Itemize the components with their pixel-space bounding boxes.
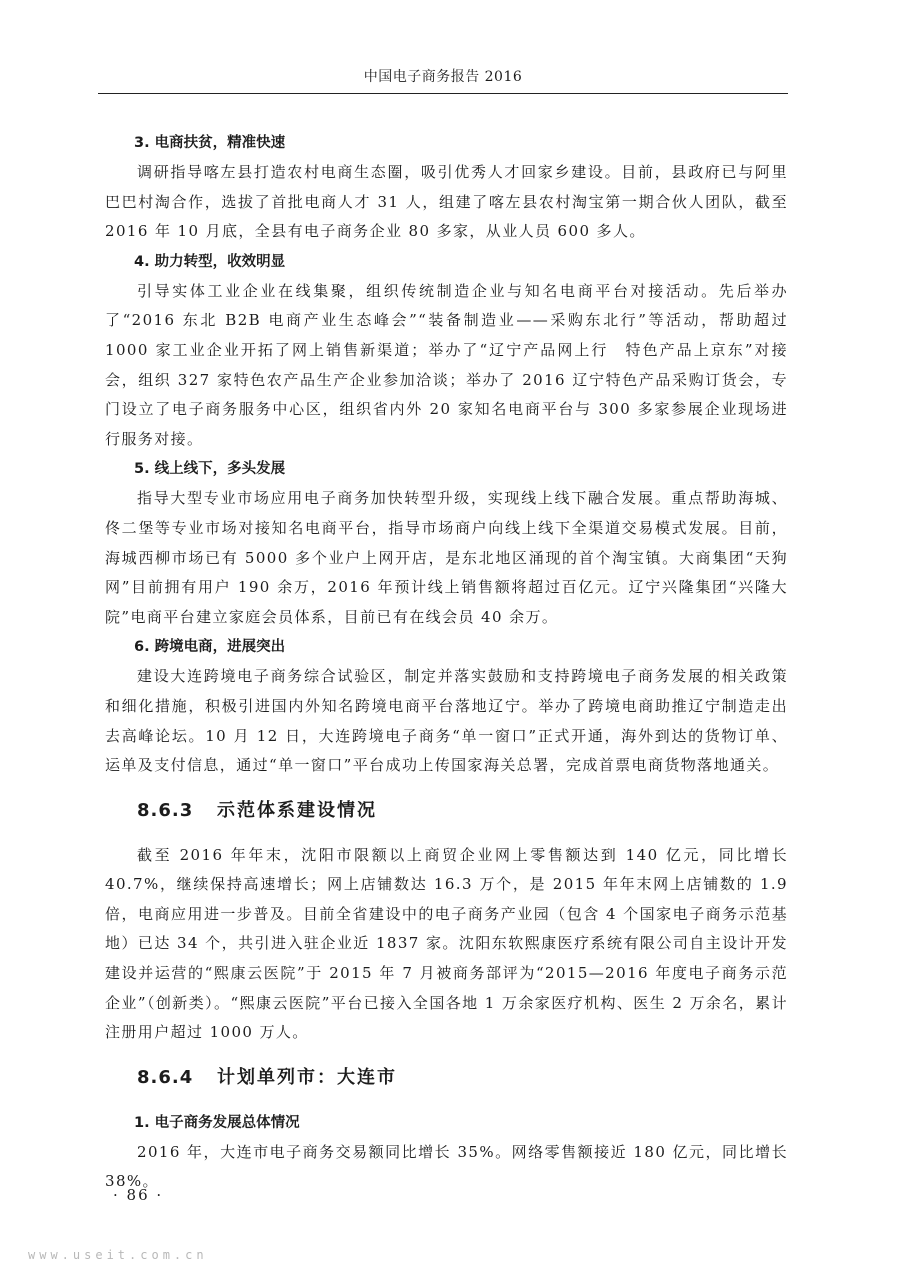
section-title: 计划单列市：大连市 xyxy=(217,1066,397,1088)
paragraph-demonstration-system: 截至 2016 年年末，沈阳市限额以上商贸企业网上零售额达到 140 亿元，同比增长 40.7%，继续保持高速增长；网上店铺数达 16.3 万个，是 2015 年年末网上店铺数的 1.9 倍，电商应用进一步普及。目前全省建设中的电子商务产业园（包含 4 个国家电子商务示范基地）已达 34 个，共引进入驻企业近 1837 家。沈阳东软熙康医疗系统有限公司自主设计开发建设并运营的“熙康云医院”于 2015 年 7 月被商务部评为“2015—2016 年度电子商务示范企业”（创新类）。“熙康云医院”平台已接入全国各地 1 万余家医疗机构、医生 2 万余名，累计注册用户超过 1000 万人。 xyxy=(105,845,788,1042)
subheading-dalian-overview: 1. 电子商务发展总体情况 xyxy=(134,1114,300,1131)
paragraph-online-offline: 指导大型专业市场应用电子商务加快转型升级，实现线上线下融合发展。重点帮助海城、佟二堡等专业市场对接知名电商平台，指导市场商户向线上线下全渠道交易模式发展。目前，海城西柳市场已有 5000 多个业户上网开店，是东北地区涌现的首个淘宝镇。大商集团“天狗网”目前拥有用户 190 余万，2016 年预计线上销售额将超过百亿元。辽宁兴隆集团“兴隆大院”电商平台建立家庭会员体系，目前已有在线会员 40 余万。 xyxy=(105,489,788,626)
subheading-transformation: 4. 助力转型，收效明显 xyxy=(134,253,286,270)
page-number: · 86 · xyxy=(113,1186,164,1204)
subheading-poverty-alleviation: 3. 电商扶贫，精准快速 xyxy=(134,135,286,151)
paragraph-transformation: 引导实体工业企业在线集聚，组织传统制造企业与知名电商平台对接活动。先后举办了“2016 东北 B2B 电商产业生态峰会”“装备制造业——采购东北行”等活动，帮助超过 1000 家工业企业开拓了网上销售新渠道；举办了“辽宁产品网上行 特色产品上京东”对接会，组织 327 家特色农产品生产企业参加洽谈；举办了 2016 辽宁特色产品采购订货会，专门设立了电子商务服务中心区，组织省内外 20 家知名电商平台与 300 多家参展企业现场进行服务对接。 xyxy=(105,281,788,448)
running-head: 中国电子商务报告 2016 xyxy=(363,69,523,85)
subheading-cross-border: 6. 跨境电商，进展突出 xyxy=(134,639,286,656)
paragraph-cross-border: 建设大连跨境电子商务综合试验区，制定并落实鼓励和支持跨境电子商务发展的相关政策和细化措施，积极引进国内外知名跨境电商平台落地辽宁。举办了跨境电商助推辽宁制造走出去高峰论坛。10 月 12 日，大连跨境电子商务“单一窗口”正式开通，海外到达的货物订单、运单及支付信息，通过“单一窗口”平台成功上传国家海关总署，完成首票电商货物落地通关。 xyxy=(105,667,788,775)
page-body xyxy=(105,128,788,1197)
section-heading-8-6-3 xyxy=(105,781,788,841)
section-number: 8.6.4 xyxy=(137,1066,194,1088)
header-rule xyxy=(98,93,788,94)
watermark: www.useit.com.cn xyxy=(28,1248,208,1262)
paragraph-poverty-alleviation: 调研指导喀左县打造农村电商生态圈，吸引优秀人才回家乡建设。目前，县政府已与阿里巴巴村淘合作，选拔了首批电商人才 31 人，组建了喀左县农村淘宝第一期合伙人团队，截至 2016 年 10 月底，全县有电子商务企业 80 多家，从业人员 600 多人。 xyxy=(105,163,788,241)
section-heading-8-6-4 xyxy=(105,1048,788,1108)
section-title: 示范体系建设情况 xyxy=(217,799,377,821)
subheading-online-offline: 5. 线上线下，多头发展 xyxy=(134,461,286,478)
section-number: 8.6.3 xyxy=(137,799,194,821)
paragraph-dalian-overview: 2016 年，大连市电子商务交易额同比增长 35%。网络零售额接近 180 亿元，同比增长 38%。 xyxy=(105,1142,788,1191)
